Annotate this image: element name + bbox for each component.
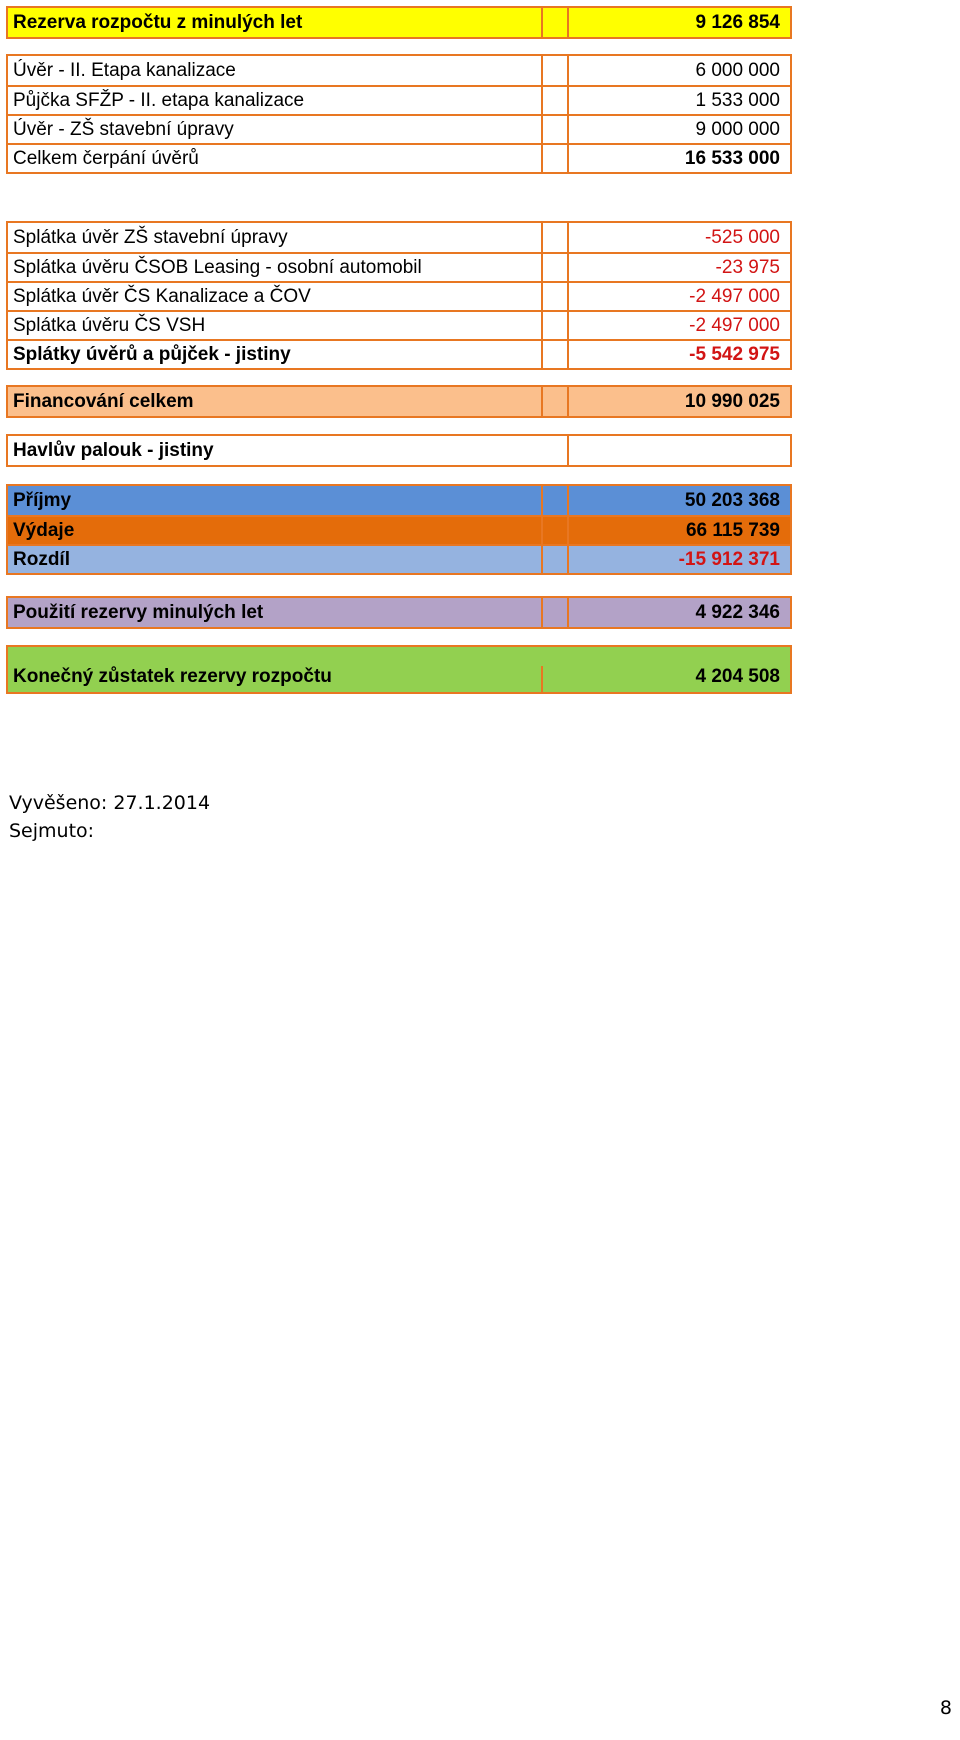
financing-total-row	[8, 387, 790, 416]
spacer-cell	[543, 283, 569, 310]
repayment-label: Splátka úvěr ČS Kanalizace a ČOV	[8, 283, 543, 310]
final-balance-value: 4 204 508	[695, 666, 780, 687]
reserve-use-block	[6, 596, 792, 629]
income-row	[8, 486, 790, 515]
repayment-row	[8, 281, 790, 310]
spacer-cell	[543, 145, 569, 172]
final-balance-row	[8, 647, 790, 692]
income-label: Příjmy	[8, 486, 543, 515]
difference-value: -15 912 371	[678, 548, 780, 570]
loans-block	[6, 54, 792, 174]
spacer-cell	[543, 387, 569, 416]
spacer-cell	[543, 223, 569, 252]
reserve-use-value: 4 922 346	[695, 601, 780, 623]
repayment-label: Splátka úvěr ZŠ stavební úpravy	[8, 223, 543, 252]
spacer-cell	[543, 598, 569, 627]
repayments-block	[6, 221, 792, 370]
removed-date: Sejmuto:	[9, 820, 95, 842]
reserve-use-row	[8, 598, 790, 627]
spacer-cell	[543, 254, 569, 281]
final-balance-block	[6, 645, 792, 694]
reserve-previous-block	[6, 6, 792, 39]
spacer-cell	[543, 341, 569, 368]
repayment-value: -2 497 000	[689, 285, 780, 307]
reserve-previous-row	[8, 8, 790, 37]
repayment-row	[8, 223, 790, 252]
havluv-label: Havlův palouk - jistiny	[13, 439, 214, 461]
havluv-block	[6, 434, 792, 467]
difference-label: Rozdíl	[8, 546, 543, 573]
difference-row	[8, 544, 790, 573]
reserve-use-label: Použití rezervy minulých let	[8, 598, 543, 627]
repayments-total-row	[8, 339, 790, 368]
loan-value: 6 000 000	[695, 59, 780, 81]
spacer-cell	[543, 546, 569, 573]
spacer-cell	[543, 8, 569, 37]
loan-label: Půjčka SFŽP - II. etapa kanalizace	[8, 87, 543, 114]
spacer-cell	[543, 312, 569, 339]
expense-row	[8, 515, 790, 544]
loan-row	[8, 114, 790, 143]
loans-total-value: 16 533 000	[684, 147, 780, 169]
loan-value: 9 000 000	[695, 118, 780, 140]
repayment-label: Splátka úvěru ČS VSH	[8, 312, 543, 339]
spacer-cell	[543, 56, 569, 85]
spacer-cell	[543, 116, 569, 143]
expense-label: Výdaje	[8, 517, 543, 544]
repayment-value: -525 000	[704, 226, 780, 248]
financing-total-label: Financování celkem	[8, 387, 543, 416]
repayment-label: Splátka úvěru ČSOB Leasing - osobní automobil	[8, 254, 543, 281]
final-balance-label: Konečný zůstatek rezervy rozpočtu	[8, 666, 543, 692]
repayment-value: -23 975	[715, 256, 780, 278]
repayment-row	[8, 252, 790, 281]
financing-total-block	[6, 385, 792, 418]
loans-total-label: Celkem čerpání úvěrů	[8, 145, 543, 172]
income-value: 50 203 368	[684, 489, 780, 511]
havluv-value	[569, 436, 790, 465]
spacer-cell	[543, 436, 569, 465]
loan-label: Úvěr - ZŠ stavební úpravy	[8, 116, 543, 143]
havluv-row	[8, 436, 790, 465]
loan-value: 1 533 000	[695, 89, 780, 111]
reserve-previous-label: Rezerva rozpočtu z minulých let	[8, 8, 543, 37]
loan-label: Úvěr - II. Etapa kanalizace	[8, 56, 543, 85]
summary-block	[6, 484, 792, 575]
spacer-cell	[543, 87, 569, 114]
page-number: 8	[939, 1697, 952, 1719]
loan-row	[8, 56, 790, 85]
repayment-row	[8, 310, 790, 339]
repayment-value: -2 497 000	[689, 314, 780, 336]
posted-date: Vyvěšeno: 27.1.2014	[9, 792, 211, 814]
loans-total-row	[8, 143, 790, 172]
repayments-total-label: Splátky úvěrů a půjček - jistiny	[8, 341, 543, 368]
loan-row	[8, 85, 790, 114]
spacer-cell	[543, 517, 569, 544]
expense-value: 66 115 739	[685, 519, 780, 541]
repayments-total-value: -5 542 975	[689, 343, 780, 365]
financing-total-value: 10 990 025	[684, 390, 780, 412]
spacer-cell	[543, 486, 569, 515]
reserve-previous-value: 9 126 854	[695, 11, 780, 33]
